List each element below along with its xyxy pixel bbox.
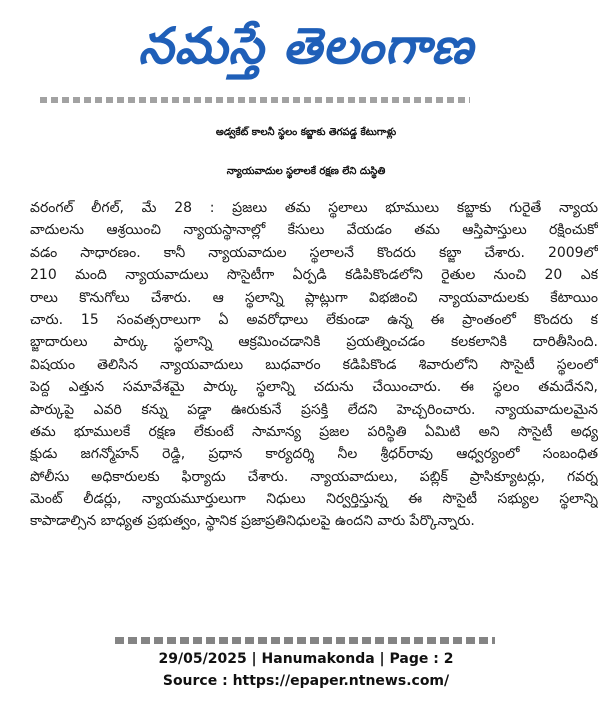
- cropped-previous-text: [40, 95, 470, 105]
- body-line: క్షుడు జగన్మోహన్ రెడ్డి, ప్రధాన కార్యదర్శి నీల శ్రీధర్‌రావు ఆధ్వర్యంలో సంబంధిత: [30, 446, 598, 463]
- body-line: వడం సాధారణం. కానీ న్యాయవాదుల స్థలాలనే కొందరు కబ్జా చేశారు. 2009లో: [30, 244, 598, 261]
- body-line: వరంగల్ లీగల్, మే 28 : ప్రజలు తమ స్థలాలు భూములు కబ్జాకు గురైతే న్యాయ: [30, 200, 598, 216]
- clipping-footer: [0, 648, 612, 692]
- article-subheadline: న్యాయవాదుల స్థలాలకే రక్షణ లేని దుస్థితి: [226, 166, 386, 177]
- masthead-title: నమస్తే తెలంగాణ: [138, 17, 474, 75]
- body-line: మెంట్ లీడర్లు, న్యాయమూర్తులుగా నిధులు నిర్వర్తిస్తున్న ఈ సొసైటీ సభ్యుల స్థలాన్ని: [30, 491, 598, 508]
- body-line: పెద్ద ఎత్తున సమావేశమై పార్కు స్థలాన్ని చదును చేయించారు. ఈ స్థలం తమదేనని,: [30, 379, 598, 396]
- body-line: పోలీసు అధికారులకు ఫిర్యాదు చేశారు. న్యాయవాదులు, పబ్లిక్ ప్రాసిక్యూటర్లు, గవర్న: [30, 468, 598, 485]
- body-line: విషయం తెలిసిన న్యాయవాదులు బుధవారం కడిపికొండ శివారులోని సొసైటీ స్థలంలో: [30, 356, 598, 373]
- footer-source-link[interactable]: Source : https://epaper.ntnews.com/: [162, 673, 450, 689]
- body-line: పార్కుపై ఎవరి కన్ను పడ్డా ఊరుకునే ప్రసక్తి లేదని హెచ్చరించారు. న్యాయవాదులమైన: [30, 401, 598, 418]
- body-line: కాపాడాల్సిన బాధ్యత ప్రభుత్వం, స్థానిక ప్రజాప్రతినిధులపై ఉందని వారు పేర్కొన్నారు.: [30, 513, 475, 530]
- footer-date-edition: 29/05/2025 | Hanumakonda | Page : 2: [158, 651, 454, 667]
- body-line: రాలు కొనుగోలు చేశారు. ఆ స్థలాన్ని ప్లాట్లుగా విభజించి న్యాయవాదులకు కేటాయిం: [30, 289, 598, 306]
- body-line: 210 మంది న్యాయవాదులు సొసైటీగా ఏర్పడి కడిపికొండలోని రైతుల నుంచి 20 ఎక: [30, 267, 598, 284]
- body-line: బ్జాదారులు పార్కు స్థలాన్ని ఆక్రమించడానికి ప్రయత్నించడం కలకలానికి దారితీసింది.: [30, 334, 598, 351]
- newspaper-masthead: [0, 0, 612, 92]
- body-line: చారు. 15 సంవత్సరాలుగా ఏ అవరోధాలు లేకుండా ఉన్న ఈ ప్రాంతంలో కొందరు క: [30, 311, 598, 328]
- article-body: [30, 197, 598, 533]
- article-headline: అడ్వకేట్ కాలనీ స్థలం కబ్జాకు తెగపడ్డ కేటుగాళ్లు: [215, 127, 397, 138]
- cropped-next-headline: [115, 632, 495, 644]
- body-line: తమ భూములకే రక్షణ లేకుంటే సామాన్య ప్రజల పరిస్థితి ఏమిటి అని సొసైటీ అధ్య: [30, 423, 598, 440]
- body-line: వాదులను ఆశ్రయించి న్యాయస్థానాల్లో కేసులు వేయడం తమ ఆస్తిపాస్తులు రక్షించుకో: [30, 222, 598, 239]
